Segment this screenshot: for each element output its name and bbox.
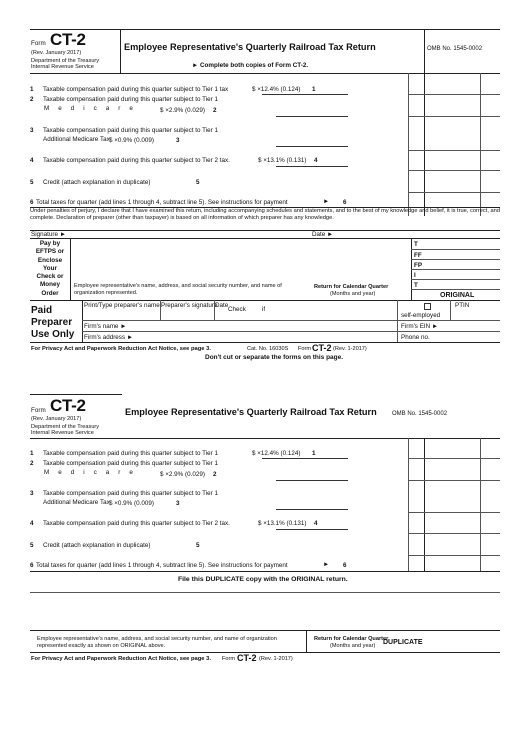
dup-footer-form-label: Form [222, 656, 236, 662]
line-5-ref: 5 [196, 179, 200, 186]
dup-line-3-label-2: Additional Medicare Tax [43, 499, 110, 506]
line-2-ref: 2 [213, 107, 217, 114]
line-3-amount-field[interactable] [276, 146, 348, 147]
phone-label: Phone no. [401, 334, 430, 341]
preparer-date-label: Date [215, 302, 229, 309]
paid-preparer-label: Paid Preparer Use Only [31, 305, 75, 340]
dup-omb-number: OMB No. 1545-0002 [392, 411, 448, 417]
line-5-number: 5 [30, 179, 34, 186]
dup-line-1-amount-field[interactable] [262, 458, 348, 459]
form-code: CT-2 [50, 30, 86, 49]
line-3-label: Taxable compensation paid during this quarter subject to Tier 1 [43, 127, 219, 134]
dup-line-1-number: 1 [30, 450, 34, 457]
firm-name-label: Firm's name ► [84, 323, 127, 330]
dup-line-3-ref: 3 [176, 500, 180, 507]
dup-line-6-ref: 6 [343, 562, 347, 569]
code-fp: FP [414, 262, 423, 269]
dup-line-4-number: 4 [30, 520, 34, 527]
footer-revision: (Rev. 1-2017) [333, 346, 367, 352]
file-duplicate-note: File this DUPLICATE copy with the ORIGINAL return. [178, 576, 348, 583]
dup-form-label: Form [31, 407, 46, 414]
firm-address-label: Firm's address ► [84, 334, 134, 341]
dup-form-title: Employee Representative's Quarterly Railroad Tax Return [125, 407, 377, 417]
line-6-number: 6 [30, 199, 34, 206]
original-copy-label: ORIGINAL [440, 292, 475, 299]
return-for-quarter-label: Return for Calendar Quarter [314, 284, 389, 290]
omb-number: OMB No. 1545-0002 [427, 46, 483, 52]
line-4-calc: $ ×13.1% (0.131) [258, 157, 307, 164]
complete-both-copies-note: ► Complete both copies of Form CT-2. [192, 62, 309, 69]
line-1-number: 1 [30, 86, 34, 93]
dup-line-3-number: 3 [30, 490, 34, 497]
dup-line-2-number: 2 [30, 460, 34, 467]
line-3-label-2: Additional Medicare Tax [43, 136, 110, 143]
dup-line-5-label: Credit (attach explanation in duplicate) [43, 542, 151, 549]
pay-by-label: Pay by EFTPS or Enclose Your Check or Money Order [35, 240, 65, 297]
dup-line-4-label: Taxable compensation paid during this quarter subject to Tier 2 tax. [43, 520, 230, 527]
code-ff: FF [414, 252, 422, 259]
dup-return-for-quarter-label: Return for Calendar Quarter [314, 636, 389, 642]
dup-line-2-medicare: Medicare [44, 469, 142, 476]
line-6-ref: 6 [343, 199, 347, 206]
line-1-amount-field[interactable] [262, 94, 348, 95]
dup-line-1-label: Taxable compensation paid during this quarter subject to Tier 1 [43, 450, 219, 457]
line-2-medicare: Medicare [44, 105, 142, 112]
dup-footer-revision: (Rev. 1-2017) [259, 656, 293, 662]
line-4-amount-field[interactable] [276, 166, 348, 167]
line-4-ref: 4 [314, 157, 318, 164]
dup-line-2-label: Taxable compensation paid during this quarter subject to Tier 1 [43, 460, 219, 467]
dup-privacy-notice: For Privacy Act and Paperwork Reduction Act Notice, see page 3. [31, 656, 211, 662]
form-title: Employee Representative's Quarterly Railroad Tax Return [124, 42, 376, 52]
dup-line-4-ref: 4 [314, 520, 318, 527]
dup-line-6-number: 6 [30, 562, 34, 569]
dup-footer-form-code: CT-2 [237, 653, 257, 663]
months-and-year-label: (Months and year) [330, 291, 376, 297]
line-5-label: Credit (attach explanation in duplicate) [43, 179, 151, 186]
dup-line-4-calc: $ ×13.1% (0.131) [258, 520, 307, 527]
dup-line-2-calc: $ ×2.9% (0.029) [160, 471, 205, 478]
line-2-number: 2 [30, 96, 34, 103]
dup-form-code: CT-2 [50, 396, 86, 415]
line-3-calc: $ ×0.9% (0.009) [109, 137, 154, 144]
dup-line-1-ref: 1 [312, 450, 316, 457]
ptin-label: PTIN [455, 302, 470, 309]
line-3-number: 3 [30, 127, 34, 134]
dup-line-2-amount-field[interactable] [276, 480, 348, 481]
line-1-ref: 1 [312, 86, 316, 93]
line-6-label: Total taxes for quarter (add lines 1 through 4, subtract line 5). See instructions for payment [36, 199, 288, 206]
privacy-notice: For Privacy Act and Paperwork Reduction Act Notice, see page 3. [31, 346, 211, 352]
dup-line-5-ref: 5 [196, 542, 200, 549]
department-line-2: Internal Revenue Service [31, 64, 94, 70]
self-employed-checkbox[interactable] [424, 303, 431, 310]
code-i: I [414, 272, 416, 279]
dup-line-4-amount-field[interactable] [276, 529, 348, 530]
footer-form-label: Form [298, 346, 312, 352]
duplicate-copy-label: DUPLICATE [383, 639, 423, 646]
if-label: if [262, 306, 266, 313]
dup-department-line-2: Internal Revenue Service [31, 430, 94, 436]
preparer-name-label: Print/Type preparer's name [84, 302, 160, 309]
department-line-1: Department of the Treasury [31, 58, 100, 64]
footer-form-code: CT-2 [312, 343, 332, 353]
firm-ein-label: Firm's EIN ► [401, 323, 439, 330]
dont-cut-note: Don't cut or separate the forms on this page. [205, 354, 344, 361]
dup-line-3-label: Taxable compensation paid during this quarter subject to Tier 1 [43, 490, 219, 497]
perjury-statement: Under penalties of perjury, I declare that I have examined this return, including accompanying schedules and statements, and to the best of my knowledge and belief, it is true, correct, and complete. Declaration of preparer (other than taxpayer) is based on all information of which preparer has any knowledge. [30, 208, 501, 221]
self-employed-label: self-employed [401, 312, 441, 319]
dup-line-1-calc: $ ×12.4% (0.124) [252, 450, 301, 457]
signature-label: Signature ► [31, 231, 66, 238]
form-label: Form [31, 40, 46, 47]
preparer-signature-label: Preparer's signature [161, 302, 218, 309]
dup-line-3-calc: $ ×0.9% (0.009) [109, 500, 154, 507]
dup-line-6-label: Total taxes for quarter (add lines 1 through 4, subtract line 5). See instructions for payment [36, 562, 288, 569]
dup-form-revision: (Rev. January 2017) [31, 416, 82, 422]
line-4-label: Taxable compensation paid during this quarter subject to Tier 2 tax. [43, 157, 230, 164]
line-1-calc: $ ×12.4% (0.124) [252, 86, 301, 93]
dup-line-2-ref: 2 [213, 471, 217, 478]
code-t: T [414, 241, 418, 248]
catalog-number: Cat. No. 16030S [247, 346, 289, 352]
dup-line-3-amount-field[interactable] [276, 509, 348, 510]
line-2-calc: $ ×2.9% (0.029) [160, 107, 205, 114]
dup-line-6-arrow-icon: ► [323, 561, 330, 568]
line-4-number: 4 [30, 157, 34, 164]
check-label: Check [228, 306, 246, 313]
dup-department-line-1: Department of the Treasury [31, 424, 100, 430]
line-2-amount-field[interactable] [276, 116, 348, 117]
line-3-ref: 3 [176, 137, 180, 144]
line-2-label: Taxable compensation paid during this quarter subject to Tier 1 [43, 96, 219, 103]
form-revision: (Rev. January 2017) [31, 50, 82, 56]
dup-months-and-year-label: (Months and year) [330, 643, 376, 649]
line-6-arrow-icon: ► [323, 198, 330, 205]
dup-line-5-number: 5 [30, 542, 34, 549]
dup-employee-rep-label: Employee representative's name, address, and social security number, and name of organization represented exactly as shown on ORIGINAL above. [37, 636, 277, 649]
line-1-label: Taxable compensation paid during this quarter subject to Tier 1 tax [43, 86, 229, 93]
date-label: Date ► [312, 231, 334, 238]
employee-rep-label: Employee representative's name, address, and social security number, and name of organization represented. [74, 283, 282, 296]
code-t2: T [414, 282, 418, 289]
